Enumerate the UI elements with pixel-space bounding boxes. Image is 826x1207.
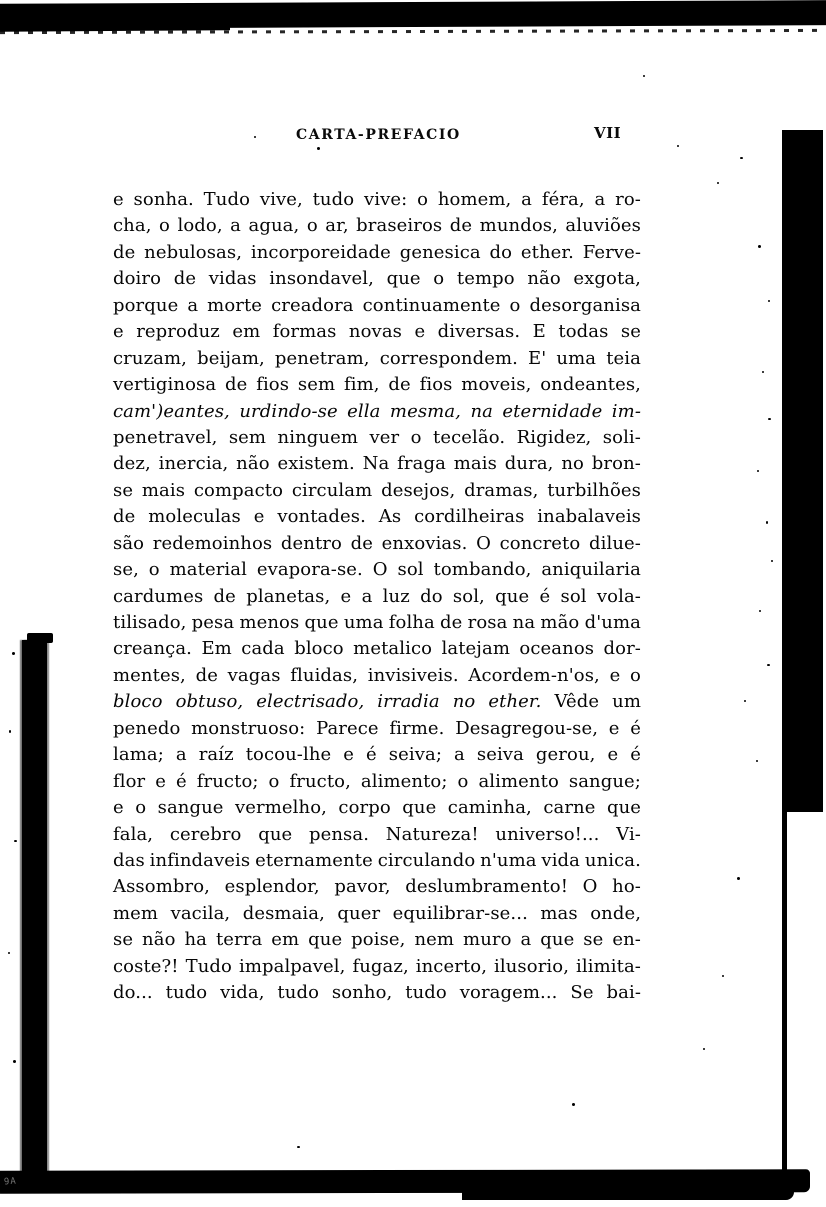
- ink-speck: [768, 418, 771, 420]
- ink-speck: [758, 245, 761, 248]
- running-head-title: CARTA-PREFACIO: [296, 127, 461, 143]
- ink-speck: [297, 1146, 300, 1148]
- text-segment: Assombro, esplendor, pavor, deslumbramento! O ho-: [113, 876, 641, 898]
- text-line: [113, 372, 641, 398]
- text-line: [113, 531, 641, 557]
- text-segment: penedo monstruoso: Parece firme. Desagregou-se, e é: [113, 717, 642, 739]
- scan-artifact-bottom-bar: [0, 1169, 810, 1193]
- scan-artifact-right-strip: [782, 130, 823, 812]
- scan-artifact-left-gutter-bar: [22, 640, 47, 1174]
- text-segment: e sonha. Tudo vive, tudo vive: o homem, a féra, a ro-: [113, 189, 641, 210]
- text-segment: se mais compacto circulam desejos, dramas, turbilhões: [113, 479, 641, 501]
- text-line: [113, 636, 641, 662]
- text-line: [113, 584, 641, 610]
- text-line: [113, 213, 641, 239]
- text-segment: mem vacila, desmaia, quer equilibrar-se... mas onde,: [113, 902, 642, 924]
- ink-speck: [768, 300, 770, 302]
- text-segment: cruzam, beijam, penetram, correspondem. E' uma teia: [113, 347, 641, 369]
- text-segment: lama; a raíz tocou-lhe e é seiva; a seiva gerou, e é: [113, 744, 641, 766]
- ink-speck: [737, 877, 740, 880]
- text-line: [113, 769, 641, 795]
- text-line: [113, 874, 641, 900]
- text-segment: se não ha terra em que poise, nem muro a que se en-: [113, 929, 641, 951]
- text-line: [113, 848, 641, 874]
- text-segment: se, o material evapora-se. O sol tombando, aniquilaria: [113, 559, 641, 581]
- ink-speck: [317, 147, 320, 150]
- text-line: [113, 187, 641, 213]
- scan-artifact-left-gutter-cap: [27, 633, 53, 643]
- text-line: [113, 610, 641, 636]
- ink-speck: [572, 1103, 575, 1106]
- text-segment: Vêde um: [541, 691, 641, 713]
- text-line: [113, 822, 641, 848]
- ink-speck: [771, 560, 773, 562]
- ink-speck: [717, 182, 719, 184]
- text-segment: mentes, de vagas fluidas, invisiveis. Acordem-n'os, e o: [113, 664, 641, 686]
- text-line: [113, 425, 641, 451]
- text-line: [113, 399, 641, 425]
- text-line: [113, 980, 641, 1006]
- ink-speck: [677, 145, 679, 147]
- text-segment: vertiginosa de fios sem fim, de fios moveis, ondeantes,: [113, 374, 642, 396]
- ink-speck: [759, 610, 761, 612]
- text-line: [113, 663, 641, 689]
- ink-speck: [13, 1060, 16, 1063]
- text-segment: fala, cerebro que pensa. Natureza! universo!... Vi-: [113, 823, 641, 845]
- ink-speck: [14, 840, 17, 842]
- text-segment: creança. Em cada bloco metalico latejam oceanos dor-: [113, 638, 641, 660]
- text-segment: flor e é fructo; o fructo, alimento; o alimento sangue;: [113, 770, 641, 792]
- text-segment: das infindaveis eternamente circulando n'uma vida unica.: [113, 849, 641, 871]
- page-number: VII: [594, 124, 622, 142]
- text-segment: tilisado, pesa menos que uma folha de rosa na mão d'uma: [113, 612, 641, 633]
- ink-speck: [740, 157, 743, 159]
- text-segment: de nebulosas, incorporeidade genesica do ether. Ferve-: [113, 241, 642, 263]
- text-line: [113, 742, 641, 768]
- text-line: [113, 795, 641, 821]
- text-line: [113, 504, 641, 530]
- text-segment: e reproduz em formas novas e diversas. E todas se: [113, 321, 642, 343]
- text-segment: do... tudo vida, tudo sonho, tudo voragem... Se bai-: [113, 982, 642, 1004]
- scan-artifact-bottom-bar-extension: [462, 1192, 794, 1200]
- ink-speck: [744, 700, 746, 702]
- scan-artifact-right-edge-line: [782, 808, 787, 1174]
- text-line: [113, 901, 641, 927]
- ink-speck: [12, 652, 15, 655]
- ink-speck: [766, 521, 768, 524]
- ink-speck: [8, 952, 10, 954]
- text-line: [113, 478, 641, 504]
- text-segment-italic: cam')eantes, urdindo-se ella mesma, na eternidade im-: [113, 400, 642, 422]
- text-segment: porque a morte creadora continuamente o desorganisa: [113, 294, 642, 316]
- text-segment: cardumes de planetas, e a luz do sol, que é sol vola-: [113, 585, 641, 607]
- ink-speck: [757, 470, 759, 472]
- ink-speck: [703, 1048, 705, 1050]
- ink-speck: [254, 136, 256, 138]
- text-segment: de moleculas e vontades. As cordilheiras inabalaveis: [113, 506, 642, 528]
- text-line: [113, 927, 641, 953]
- scan-artifact-corner-mark: 9A: [3, 1176, 18, 1188]
- text-segment: doiro de vidas insondavel, que o tempo não exgota,: [113, 268, 641, 290]
- text-line: [113, 954, 641, 980]
- text-line: [113, 319, 641, 345]
- ink-speck: [643, 75, 645, 77]
- ink-speck: [762, 371, 764, 373]
- text-segment-italic: bloco obtuso, electrisado, irradia no ether.: [113, 691, 542, 713]
- text-segment: dez, inercia, não existem. Na fraga mais dura, no bron-: [113, 453, 641, 475]
- text-segment: coste?! Tudo impalpavel, fugaz, incerto, ilusorio, ilimita-: [113, 955, 641, 977]
- text-line: [113, 689, 641, 715]
- text-segment: são redemoinhos dentro de enxovias. O concreto dilue-: [113, 532, 641, 554]
- text-line: [113, 346, 641, 372]
- text-line: [113, 716, 641, 742]
- ink-speck: [9, 730, 11, 733]
- text-line: [113, 266, 641, 292]
- text-segment: cha, o lodo, a agua, o ar, braseiros de mundos, aluviões: [113, 215, 641, 237]
- text-segment: penetravel, sem ninguem ver o tecelão. Rigidez, soli-: [113, 426, 641, 448]
- text-segment: e o sangue vermelho, corpo que caminha, carne que: [113, 797, 642, 819]
- body-text-block: [113, 187, 641, 1007]
- text-line: [113, 240, 641, 266]
- ink-speck: [767, 664, 770, 666]
- text-line: [113, 557, 641, 583]
- text-line: [113, 451, 641, 477]
- ink-speck: [722, 975, 724, 977]
- text-line: [113, 293, 641, 319]
- ink-speck: [756, 760, 758, 762]
